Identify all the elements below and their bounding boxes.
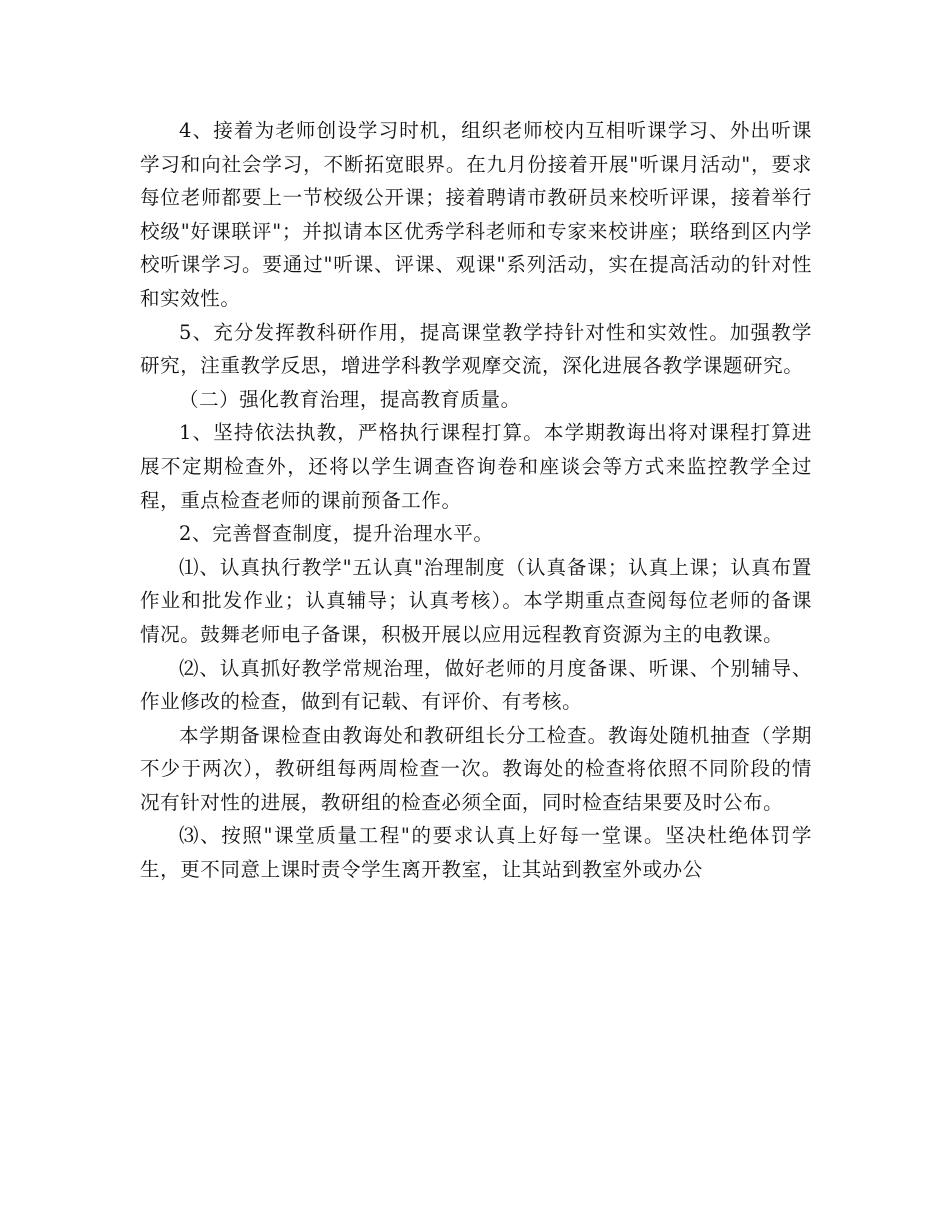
paragraph-sub1-five-earnest: ⑴、认真执行教学"五认真"治理制度（认真备课；认真上课；认真布置作业和批发作业；认真辅导；认真考核）。本学期重点查阅每位老师的备课情况。鼓舞老师电子备课，积极开展以应用远程教育资源为主的电教课。	[140, 555, 812, 646]
paragraph-sub3-classroom-quality: ⑶、按照"课堂质量工程"的要求认真上好每一堂课。坚决杜绝体罚学生，更不同意上课时责令学生离开教室，让其站到教室外或办公	[140, 824, 812, 882]
paragraph-2-supervision-system: 2、完善督查制度，提升治理水平。	[179, 522, 494, 546]
paragraph-5-teaching-research: 5、充分发挥教科研作用，提高课堂教学持针对性和实效性。加强教学研究，注重教学反思，增进学科教学观摩交流，深化进展各教学课题研究。	[140, 320, 812, 378]
section-heading-education-management: （二）强化教育治理，提高教育质量。	[179, 387, 521, 411]
paragraph-4-listening-activities: 4、接着为老师创设学习时机，组织老师校内互相听课学习、外出听课学习和向社会学习，不断拓宽眼界。在九月份接着开展"听课月活动"，要求每位老师都要上一节校级公开课；接着聘请市教研员来校听评课，接着举行校级"好课联评"；并拟请本区优秀学科老师和专家来校讲座；联络到区内学校听课学习。要通过"听课、评课、观课"系列活动，实在提高活动的针对性和实效性。	[140, 119, 812, 310]
paragraph-lesson-plan-inspection: 本学期备课检查由教诲处和教研组长分工检查。教诲处随机抽查（学期不少于两次），教研组每两周检查一次。教诲处的检查将依照不同阶段的情况有针对性的进展，教研组的检查必须全面，同时检查结果要及时公布。	[140, 723, 812, 814]
paragraph-1-curriculum-plan: 1、坚持依法执教，严格执行课程打算。本学期教诲出将对课程打算进展不定期检查外，还将以学生调查咨询卷和座谈会等方式来监控教学全过程，重点检查老师的课前预备工作。	[140, 421, 812, 512]
document-page	[140, 114, 812, 887]
paragraph-sub2-routine-management: ⑵、认真抓好教学常规治理，做好老师的月度备课、听课、个别辅导、作业修改的检查，做到有记载、有评价、有考核。	[140, 656, 812, 714]
